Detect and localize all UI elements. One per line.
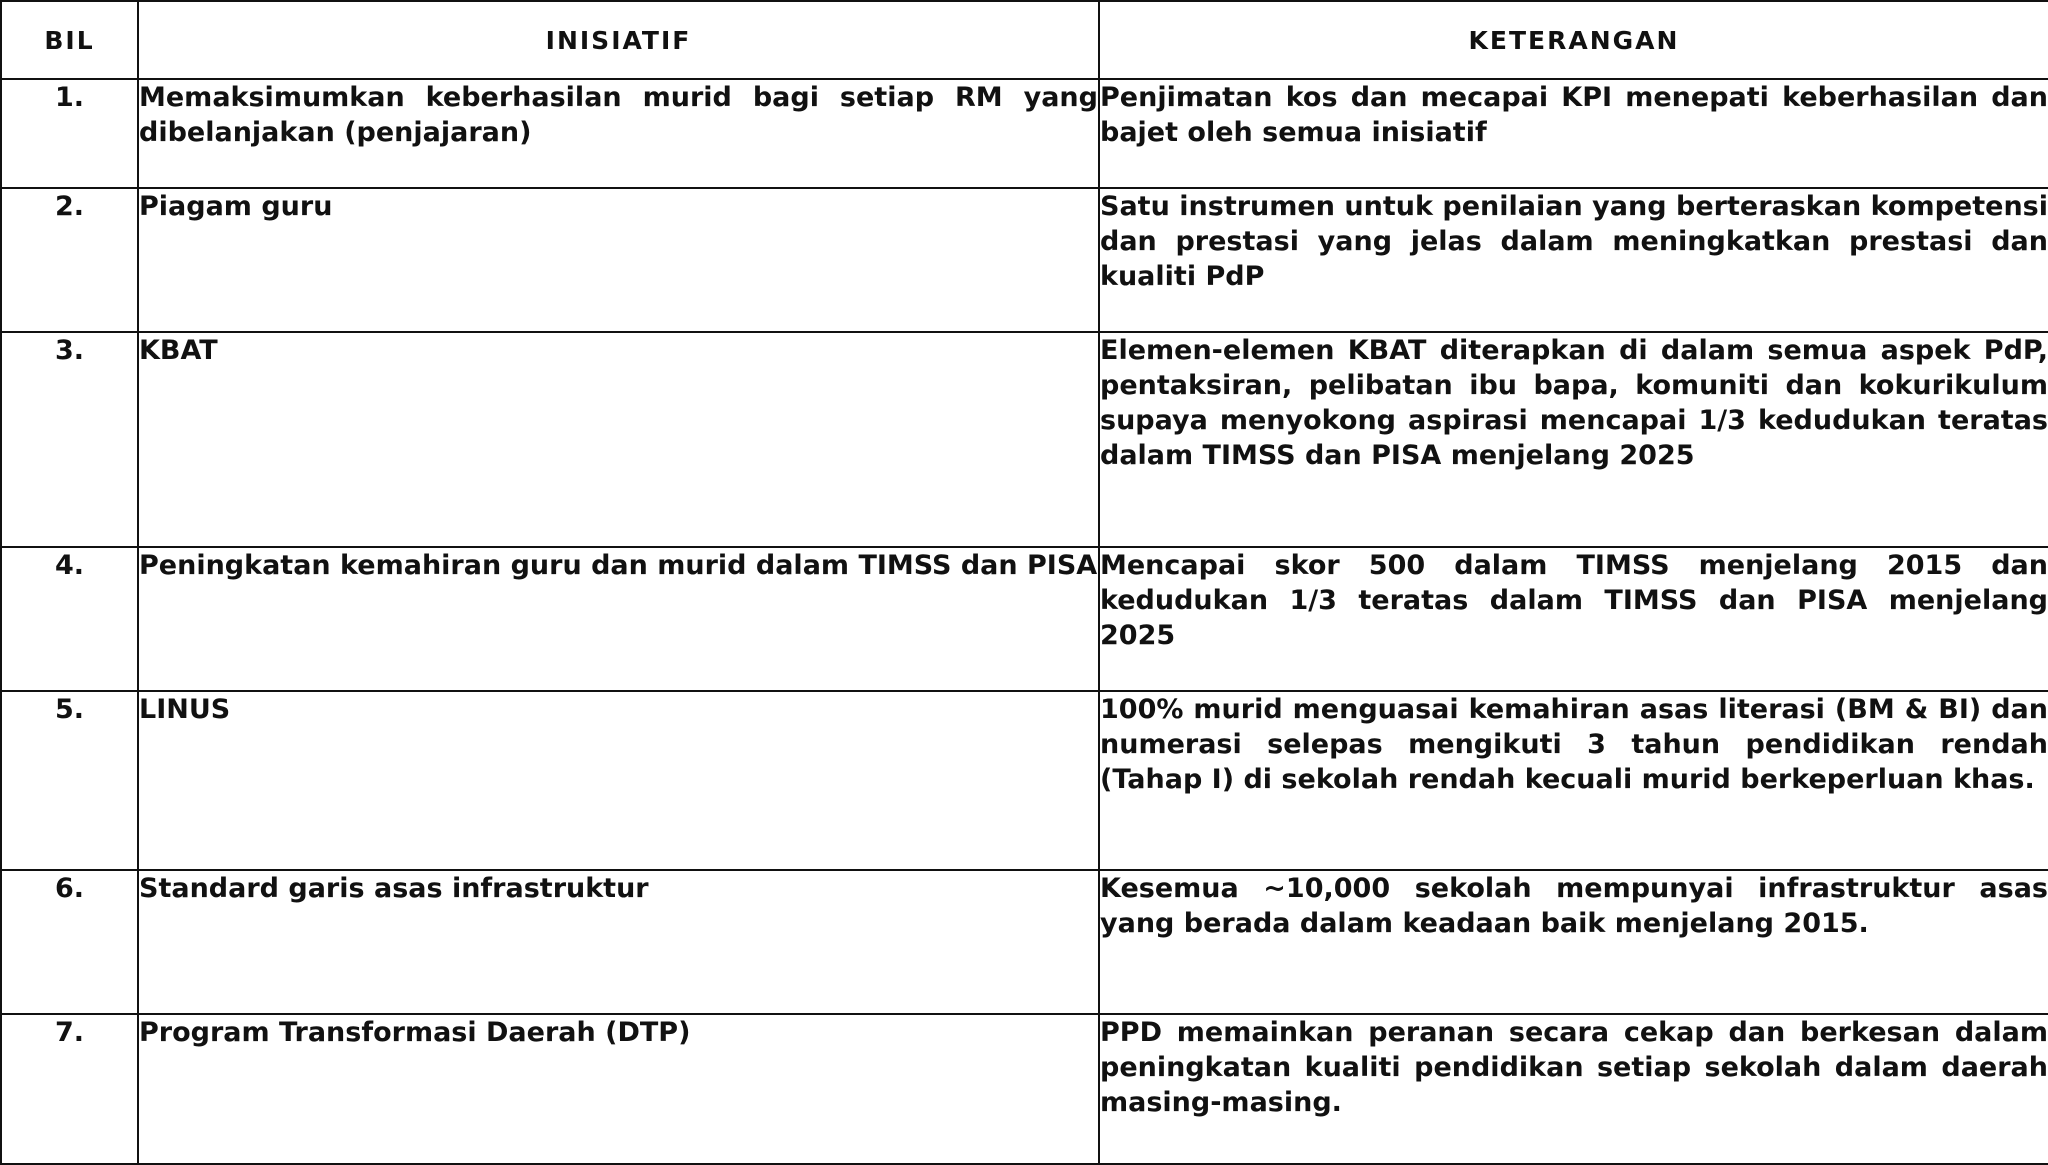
header-inisiatif: INISIATIF bbox=[138, 1, 1099, 79]
row-number: 5. bbox=[1, 691, 138, 870]
description-cell: 100% murid menguasai kemahiran asas literasi (BM & BI) dan numerasi selepas mengikuti 3 tahun pendidikan rendah (Tahap I) di sekolah rendah kecuali murid berkeperluan khas. bbox=[1099, 691, 2048, 870]
description-cell: Elemen-elemen KBAT diterapkan di dalam semua aspek PdP, pentaksiran, pelibatan ibu bapa, komuniti dan kokurikulum supaya menyokong aspirasi mencapai 1/3 kedudukan teratas dalam TIMSS dan PISA menjelang 2025 bbox=[1099, 332, 2048, 547]
table-row bbox=[1, 188, 2048, 332]
description-cell: Penjimatan kos dan mecapai KPI menepati keberhasilan dan bajet oleh semua inisiatif bbox=[1099, 79, 2048, 188]
description-cell: PPD memainkan peranan secara cekap dan berkesan dalam peningkatan kualiti pendidikan setiap sekolah dalam daerah masing-masing. bbox=[1099, 1014, 2048, 1164]
row-number: 7. bbox=[1, 1014, 138, 1164]
row-number: 1. bbox=[1, 79, 138, 188]
row-number: 4. bbox=[1, 547, 138, 691]
table-row bbox=[1, 870, 2048, 1014]
initiative-cell: Peningkatan kemahiran guru dan murid dalam TIMSS dan PISA bbox=[138, 547, 1099, 691]
initiative-cell: Program Transformasi Daerah (DTP) bbox=[138, 1014, 1099, 1164]
row-number: 3. bbox=[1, 332, 138, 547]
table-row bbox=[1, 691, 2048, 870]
row-number: 6. bbox=[1, 870, 138, 1014]
table-row bbox=[1, 1014, 2048, 1164]
initiative-cell: Memaksimumkan keberhasilan murid bagi setiap RM yang dibelanjakan (penjajaran) bbox=[138, 79, 1099, 188]
header-keterangan: KETERANGAN bbox=[1099, 1, 2048, 79]
table-header-row bbox=[1, 1, 2048, 79]
row-number: 2. bbox=[1, 188, 138, 332]
table-row bbox=[1, 79, 2048, 188]
description-cell: Kesemua ~10,000 sekolah mempunyai infrastruktur asas yang berada dalam keadaan baik menjelang 2015. bbox=[1099, 870, 2048, 1014]
description-cell: Satu instrumen untuk penilaian yang berteraskan kompetensi dan prestasi yang jelas dalam meningkatkan prestasi dan kualiti PdP bbox=[1099, 188, 2048, 332]
table-row bbox=[1, 332, 2048, 547]
header-bil: BIL bbox=[1, 1, 138, 79]
table-row bbox=[1, 547, 2048, 691]
initiative-cell: Piagam guru bbox=[138, 188, 1099, 332]
initiative-cell: Standard garis asas infrastruktur bbox=[138, 870, 1099, 1014]
description-cell: Mencapai skor 500 dalam TIMSS menjelang 2015 dan kedudukan 1/3 teratas dalam TIMSS dan PISA menjelang 2025 bbox=[1099, 547, 2048, 691]
initiative-cell: LINUS bbox=[138, 691, 1099, 870]
initiative-cell: KBAT bbox=[138, 332, 1099, 547]
